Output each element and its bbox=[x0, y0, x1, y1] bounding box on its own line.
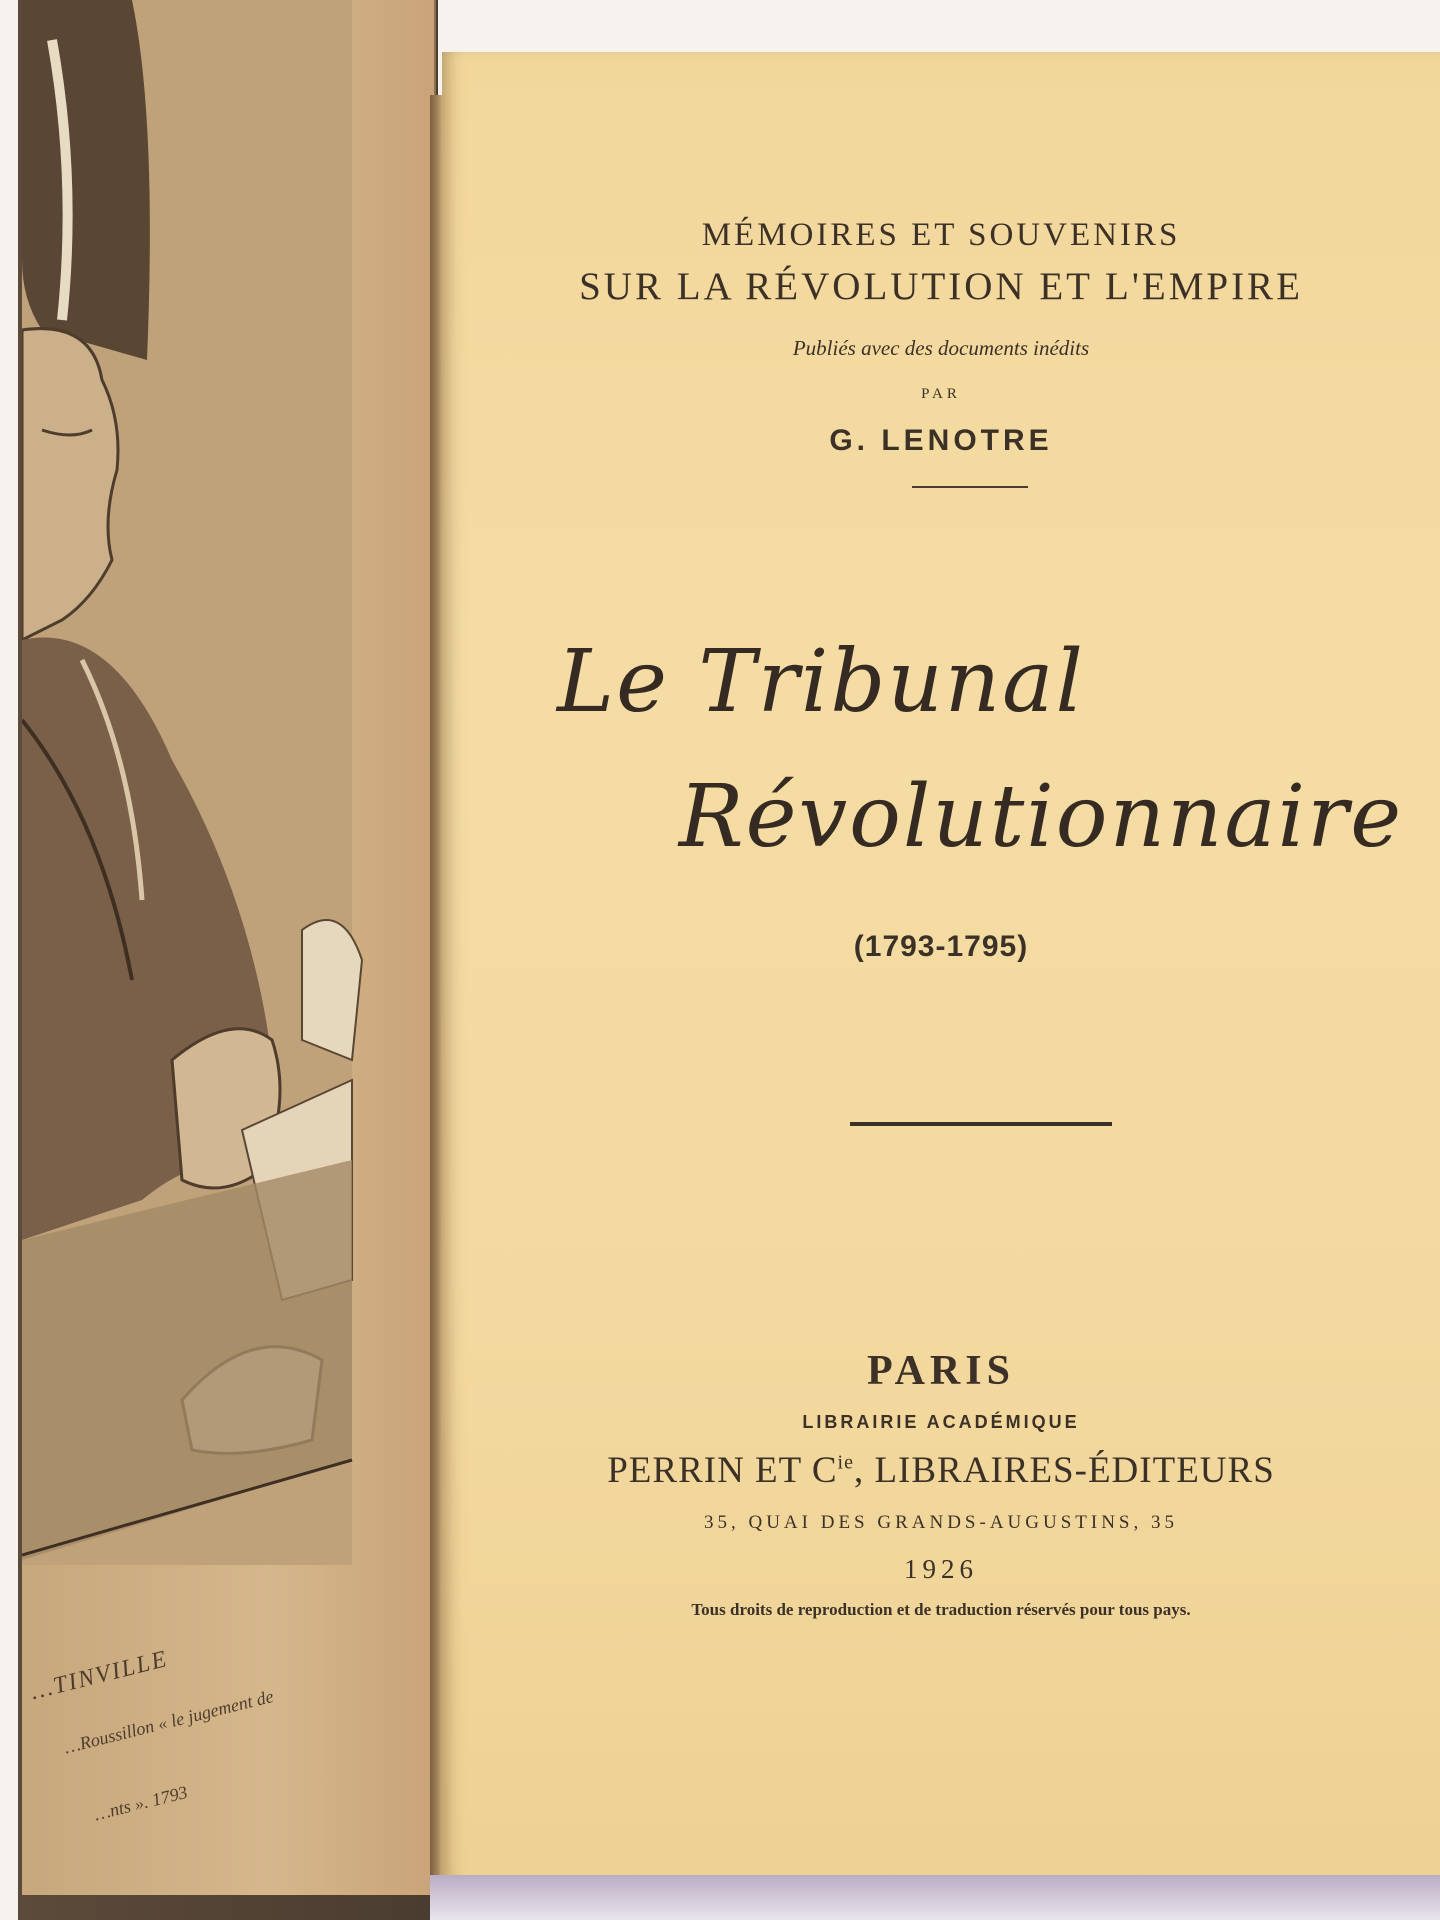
series-title-line-1: MÉMOIRES ET SOUVENIRS bbox=[701, 217, 1181, 253]
publisher-address: 35, QUAI DES GRANDS-AUGUSTINS, 35 bbox=[703, 1512, 1178, 1533]
by-label: PAR bbox=[921, 386, 961, 402]
book-title-line-1: Le Tribunal bbox=[557, 632, 1085, 732]
divider-rule bbox=[850, 1122, 1112, 1126]
caption-line: …nts ». 1793 bbox=[92, 1781, 190, 1825]
rights-notice: Tous droits de reproduction et de traduction réservés pour tous pays. bbox=[691, 1600, 1191, 1619]
publication-year: 1926 bbox=[904, 1554, 978, 1584]
publisher-superscript: ie bbox=[837, 1451, 854, 1474]
caption-line: …TINVILLE bbox=[28, 1645, 171, 1706]
book-title-line-2: Révolutionnaire bbox=[678, 767, 1404, 867]
title-page bbox=[442, 52, 1440, 1882]
frontispiece-page bbox=[22, 0, 436, 1895]
publisher-name bbox=[442, 1449, 1440, 1492]
publication-city: PARIS bbox=[867, 1348, 1015, 1394]
publisher-prefix: PERRIN ET C bbox=[607, 1450, 838, 1491]
author-name: G. LENOTRE bbox=[829, 424, 1053, 457]
library-name: LIBRAIRIE ACADÉMIQUE bbox=[802, 1412, 1080, 1432]
subtitle: Publiés avec des documents inédits bbox=[792, 336, 1090, 360]
table-shadow bbox=[430, 1875, 1440, 1920]
portrait-engraving bbox=[22, 0, 434, 1895]
publisher-suffix: , LIBRAIRES-ÉDITEURS bbox=[853, 1450, 1275, 1491]
divider-rule bbox=[912, 486, 1028, 488]
caption-line: …Roussillon « le jugement de bbox=[62, 1685, 276, 1758]
series-title-line-2: SUR LA RÉVOLUTION ET L'EMPIRE bbox=[579, 265, 1303, 308]
date-range: (1793-1795) bbox=[853, 930, 1029, 963]
